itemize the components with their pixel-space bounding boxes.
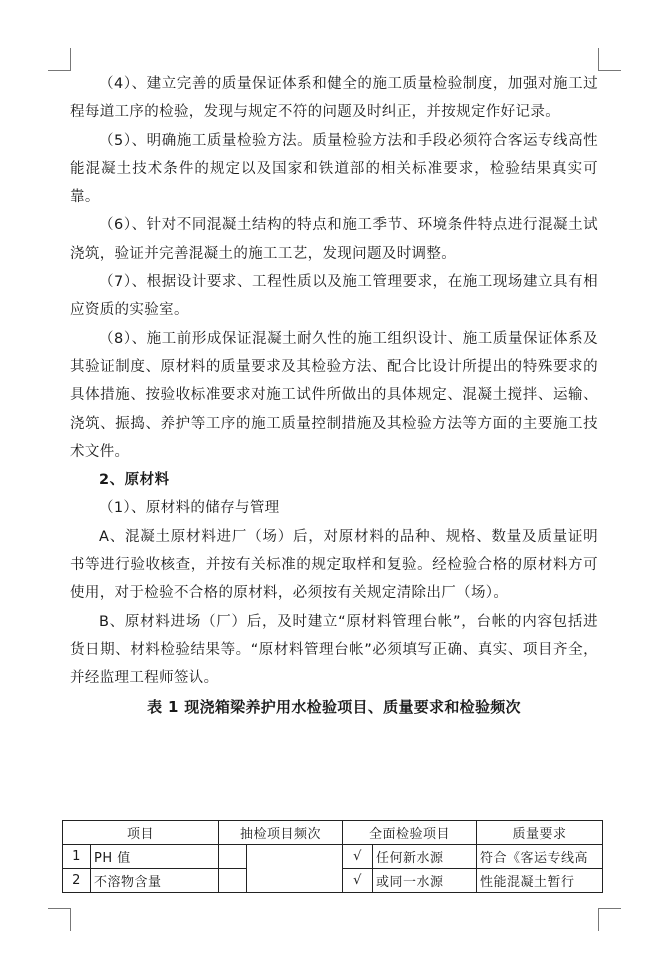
row-sampling-flag bbox=[219, 869, 247, 893]
row-item-name: PH 值 bbox=[91, 845, 219, 869]
row-sampling-frequency bbox=[247, 845, 343, 893]
row-full-check-source: 或同一水源 bbox=[373, 869, 477, 893]
paragraph-a: A、混凝土原材料进厂（场）后，对原材料的品种、规格、数量及质量证明书等进行验收核查，并按有关标准的规定取样和复验。经检验合格的原材料方可使用，对于检验不合格的原材料，必须按有关规定清除出厂（场）。 bbox=[70, 528, 598, 602]
row-item-name: 不溶物含量 bbox=[91, 869, 219, 893]
crop-mark-bottom-left bbox=[48, 908, 71, 931]
row-number: 2 bbox=[63, 869, 91, 893]
row-full-check-mark: √ bbox=[343, 845, 373, 869]
document-body bbox=[70, 70, 598, 719]
header-sampling: 抽检项目频次 bbox=[219, 821, 343, 845]
table-header-row bbox=[63, 821, 603, 845]
paragraph-4: （4）、建立完善的质量保证体系和健全的施工质量检验制度，加强对施工过程每道工序的检验，发现与规定不符的问题及时纠正，并按规定作好记录。 bbox=[70, 76, 598, 121]
paragraph-7: （7）、根据设计要求、工程性质以及施工管理要求，在施工现场建立具有相应资质的实验室。 bbox=[70, 274, 598, 319]
section-heading: 2、原材料 bbox=[99, 472, 170, 489]
paragraph-8: （8）、施工前形成保证混凝土耐久性的施工组织设计、施工质量保证体系及其验证制度、原材料的质量要求及其检验方法、配合比设计所提出的特殊要求的具体措施、按验收标准要求对施工试件所做出的具体规定、混凝土搅拌、运输、浇筑、振捣、养护等工序的施工质量控制措施及其检验方法等方面的主要施工技术文件。 bbox=[70, 330, 598, 460]
header-requirement: 质量要求 bbox=[477, 821, 603, 845]
row-requirement: 性能混凝土暂行 bbox=[477, 869, 603, 893]
header-full-check: 全面检验项目 bbox=[343, 821, 477, 845]
row-requirement: 符合《客运专线高 bbox=[477, 845, 603, 869]
crop-mark-top-left bbox=[48, 48, 71, 71]
section-subheading: （1）、原材料的储存与管理 bbox=[99, 500, 280, 517]
crop-mark-top-right bbox=[598, 48, 621, 71]
table-title: 表 1 现浇箱梁养护用水检验项目、质量要求和检验频次 bbox=[147, 697, 521, 716]
row-full-check-source: 任何新水源 bbox=[373, 845, 477, 869]
row-sampling-flag bbox=[219, 845, 247, 869]
paragraph-6: （6）、针对不同混凝土结构的特点和施工季节、环境条件特点进行混凝土试浇筑，验证并完善混凝土的施工工艺，发现问题及时调整。 bbox=[70, 217, 598, 262]
water-inspection-table bbox=[62, 820, 603, 893]
table-row bbox=[63, 845, 603, 869]
paragraph-b: B、原材料进场（厂）后，及时建立“原材料管理台帐”，台帐的内容包括进货日期、材料检验结果等。“原材料管理台帐”必须填写正确、真实、项目齐全，并经监理工程师签认。 bbox=[70, 613, 598, 687]
row-number: 1 bbox=[63, 845, 91, 869]
header-item: 项目 bbox=[63, 821, 219, 845]
paragraph-5: （5）、明确施工质量检验方法。质量检验方法和手段必须符合客运专线高性能混凝土技术条件的规定以及国家和铁道部的相关标准要求，检验结果真实可靠。 bbox=[70, 132, 598, 206]
row-full-check-mark: √ bbox=[343, 869, 373, 893]
crop-mark-bottom-right bbox=[598, 908, 621, 931]
